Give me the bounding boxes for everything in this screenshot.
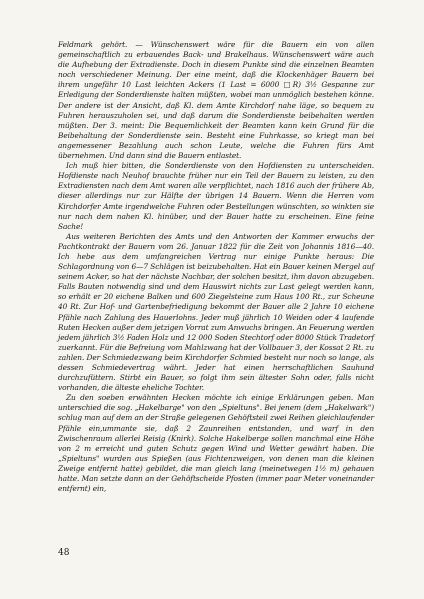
page-number: 48 — [58, 548, 70, 558]
document-page — [58, 40, 374, 494]
paragraph-2: Ich muß hier bitten, die Sonderdienste von den Hofdiensten zu unterscheiden. Hofdienste nach Neuhof brauchte früher nur ein Teil der Bauern zu leisten, zu den Extradiensten nach dem Amt waren alle verpflichtet, nach 1816 auch der frühere Ab, dieser allerdings nur zur Hälfte der übrigen 14 Bauern. Wenn die Herren vom Kirchdorfer Amte irgendwelche Fuhren oder Bestellungen wünschten, so winkten sie nur nach dem nahen Kl. hinüber, und der Bauer hatte zu erscheinen. Eine feine Sache! — [58, 161, 374, 231]
paragraph-1: Feldmark gehört. — Wünschenswert wäre für die Bauern ein von allen gemeinschaftlich zu erbauendes Back- und Brakelhaus. Wünschenswert wäre auch die Aufhebung der Extradienste. Doch in diesem Punkte sind die einzelnen Beamten noch verschiedener Meinung. Der eine meint, daß die Klockenhäger Bauern bei ihrem ungefähr 10 Last leichten Ackers (1 Last = 6000 □R) 3½ Gespanne zur Erledigung der Sonderdienste halten müßten, wobei man unmöglich bestehen könne. Der andere ist der Ansicht, daß Kl. dem Amte Kirchdorf nahe läge, so bequem zu Fuhren herauszuholen sei, und daß darum die Sonderdienste beibehalten werden müßten. Der 3. meint: Die Bequemlichkeit der Beamten kann kein Grund für die Beibehaltung der Sonderdienste sein. Besteht eine Fuhrkasse, so kriegt man bei angemessener Bezahlung auch schon Leute, welche die Fuhren fürs Amt übernehmen. Und dann sind die Bauern entlastet. — [58, 40, 374, 161]
paragraph-3: Aus weiteren Berichten des Amts und den Antworten der Kammer erwuchs der Pachtkontrakt der Bauern vom 26. Januar 1822 für die Zeit von Johannis 1816—40. Ich hebe aus dem umfangreichen Vertrag nur einige Punkte heraus: Die Schlagordnung von 6—7 Schlägen ist beizubehalten. Hat ein Bauer keinen Mergel auf seinem Acker, so hat der nächste Nachbar, der solchen besitzt, ihm davon abzugeben. Falls Bauten notwendig sind und dem Hauswirt nichts zur Last gelegt werden kann, so erhält er 20 eichene Balken und 600 Ziegelsteine zum Haus 100 Rt., zur Scheune 40 Rt. Zur Hof- und Gartenbefriedigung bekommt der Bauer alle 2 Jahre 10 eichene Pfähle nach Zahlung des Hauerlohns. Jeder muß jährlich 10 Weiden oder 4 laufende Ruten Hecken außer dem jetzigen Vorrat zum Anwuchs bringen. An Feuerung werden jedem jährlich 3½ Faden Holz und 12 000 Soden Stechtorf oder 8000 Stück Tradetorf zuerkannt. Für die Befreiung vom Mahlzwang hat der Vollbauer 3, der Kossat 2 Rt. zu zahlen. Der Schmiedezwang beim Kirchdorfer Schmied besteht nur noch so lange, als dessen Schmiedevertrag währt. Jeder hat einen herrschaftlichen Sauhund durchzufüttern. Stirbt ein Bauer, so folgt ihm sein ältester Sohn oder, falls nicht vorhanden, die älteste eheliche Tochter. — [58, 231, 374, 393]
paragraph-4: Zu den soeben erwähnten Hecken möchte ich einige Erklärungen geben. Man unterschied die sog. „Hakelbarge" von den „Spieltuns". Bei jenem (dem „Hakelwark") schlug man auf dem an der Straße gelegenen Gehöftsteil zwei Reihen gleichlaufender Pfähle ein,ummante sie, daß 2 Zaunreihen entstanden, und warf in den Zwischenraum allerlei Reisig (Knirk). Solche Hakelberge sollen manchmal eine Höhe von 2 m erreicht und guten Schutz gegen Wind und Wetter gewährt haben. Die „Spieltuns" wurden aus Spießen (aus Fichtenzweigen, von denen man die kleinen Zweige entfernt hatte) gebildet, die man gleich lang (meinetwegen 1½ m) gehauen hatte. Man setzte dann an der Gehöftscheide Pfosten (immer paar Meter voneinander entfernt) ein, — [58, 393, 374, 494]
